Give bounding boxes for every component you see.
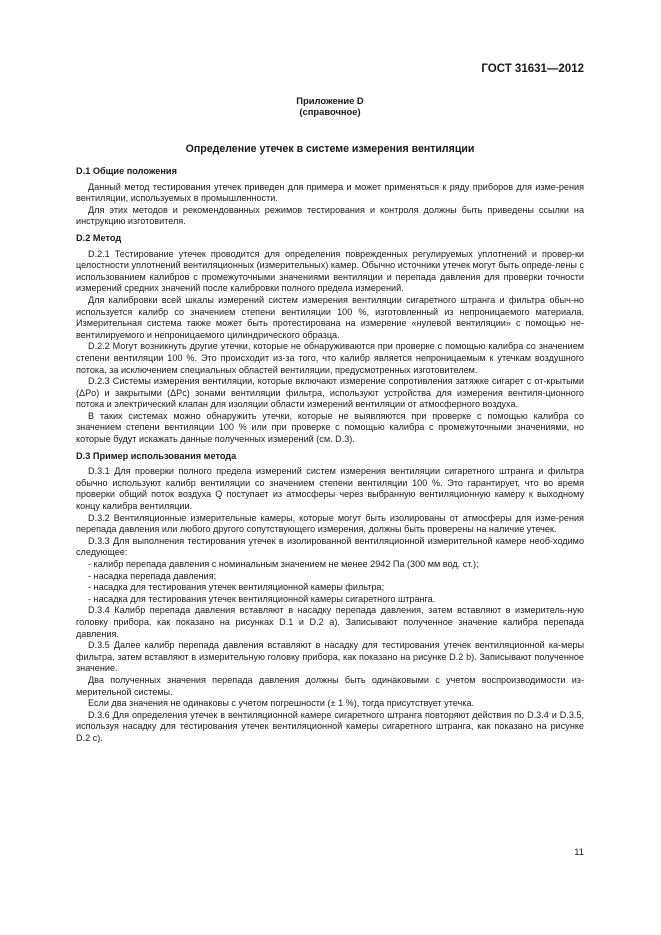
paragraph: D.3.1 Для проверки полного предела измерений систем измерения вентиляции сигаретного штранга и фильтра обычно используют калибр вентиляции со значением степени вентиляции 100 %. Это гарантирует, что во время проверки общий поток воздуха Q поступает из атмосферы через выбранную вентиляционную камеру к выходному концу калибра вентиляции. (76, 466, 584, 512)
annex-title: Приложение D (296, 95, 364, 106)
list-item: - калибр перепада давления с номинальным значением не менее 2942 Па (300 мм вод. ст.); (88, 559, 479, 569)
list-item: - насадка перепада давления; (88, 570, 217, 581)
standard-number: ГОСТ 31631—2012 (481, 63, 584, 75)
paragraph: Данный метод тестирования утечек приведен для примера и может применяться к ряду приборов для изме-рения вентиляции, используемых в промышленности. (76, 181, 584, 204)
paragraph: Два полученных значения перепада давления должны быть одинаковыми с учетом воспроизводимости из-мерительной системы. (76, 674, 584, 697)
section-heading: D.3 Пример использования метода (76, 450, 237, 461)
paragraph: D.3.2 Вентиляционные измерительные камеры, которые могут быть изолированы от атмосферы для изме-рения перепада давления или любого другого сопутствующего измерения, должны быть проверены на наличие утечек. (76, 512, 584, 535)
paragraph: D.2.3 Системы измерения вентиляции, которые включают измерение сопротивления затяжке сигарет с от-крытыми (ΔPo) и закрытыми (ΔPc) зонами вентиляции фильтра, используют устройства для измерения вентиля-ционного потока и электрический клапан для изоляции области измерений вентиляции от атмосферного воздуха. (76, 376, 584, 410)
section-heading: D.2 Метод (76, 232, 122, 243)
paragraph: D.3.6 Для определения утечек в вентиляционной камере сигаретного штранга повторяют действия по D.3.4 и D.3.5, используя насадку для тестирования утечек вентиляционной камеры сигаретного штранга, как показано на рисунке D.2 с). (76, 709, 584, 743)
list-item: - насадка для тестирования утечек вентиляционной камеры фильтра; (88, 582, 385, 593)
annex-note: (справочное) (299, 106, 361, 117)
paragraph: D.3.4 Калибр перепада давления вставляют в насадку перепада давления, затем вставляют в измеритель-ную головку прибора, как показано на рисунках D.1 и D.2 а). Записывают полученное значение калибра перепада давления. (76, 605, 584, 639)
paragraph: Для этих методов и рекомендованных режимов тестирования и контроля должны быть приведены ссылки на инструкцию изготовителя. (76, 204, 584, 227)
paragraph: Если два значения не одинаковы с учетом погрешности (± 1 %), тогда присутствует утечка. (88, 698, 475, 709)
paragraph: D.3.5 Далее калибр перепада давления вставляют в насадку для тестирования утечек вентиляционной ка-меры фильтра, затем вставляют в измерительную головку прибора, как показано на рисунке D.2 b). Записывают полученное значение. (76, 640, 584, 674)
paragraph: D.2.1 Тестирование утечек проводится для определения поврежденных регулируемых уплотнений и провер-ки целостности уплотнений вентиляционных (измерительных) камер. Обычно источники утечек могут быть опреде-лены с использованием калибров с промежуточными значениями вентиляции и перепада давления для проверки точности измерений средних значений после калибровки полного предела измерений. (76, 248, 584, 294)
section-heading: D.1 Общие положения (76, 166, 177, 176)
paragraph: Для калибровки всей шкалы измерений систем измерения вентиляции сигаретного штранга и фильтра обыч-но используется калибр со значением степени вентиляции 100 %, изготовленный из непроницаемого материала. Измерительная система также может быть протестирована на измерение «нулевой вентиляции» с помощью не-вентилируемого и непроницаемого цилиндрического образца. (76, 294, 584, 340)
paragraph: D.3.3 Для выполнения тестирования утечек в изолированной вентиляционной измерительной камере необ-ходимо следующее: (76, 535, 584, 558)
paragraph: D.2.2 Могут возникнуть другие утечки, которые не обнаруживаются при проверке с помощью калибра со значением степени вентиляции 100 %. Это происходит из-за того, что калибр является непроницаемым к утечкам воздушного потока, за исключением специальных областей вентиляции, предусмотренных изготовителем. (76, 341, 584, 375)
document-body (76, 166, 584, 745)
paragraph: В таких системах можно обнаружить утечки, которые не выявляются при проверке с помощью калибра со значением степени вентиляции 100 % или при проверке с помощью калибра с промежуточными значениями, но которые будут искажать данные полученных измерений (см. D.3). (76, 410, 584, 445)
document-title: Определение утечек в системе измерения вентиляции (185, 143, 475, 155)
list-item: - насадка для тестирования утечек вентиляционной камеры сигаретного штранга. (88, 593, 436, 604)
page-number: 11 (574, 846, 584, 857)
